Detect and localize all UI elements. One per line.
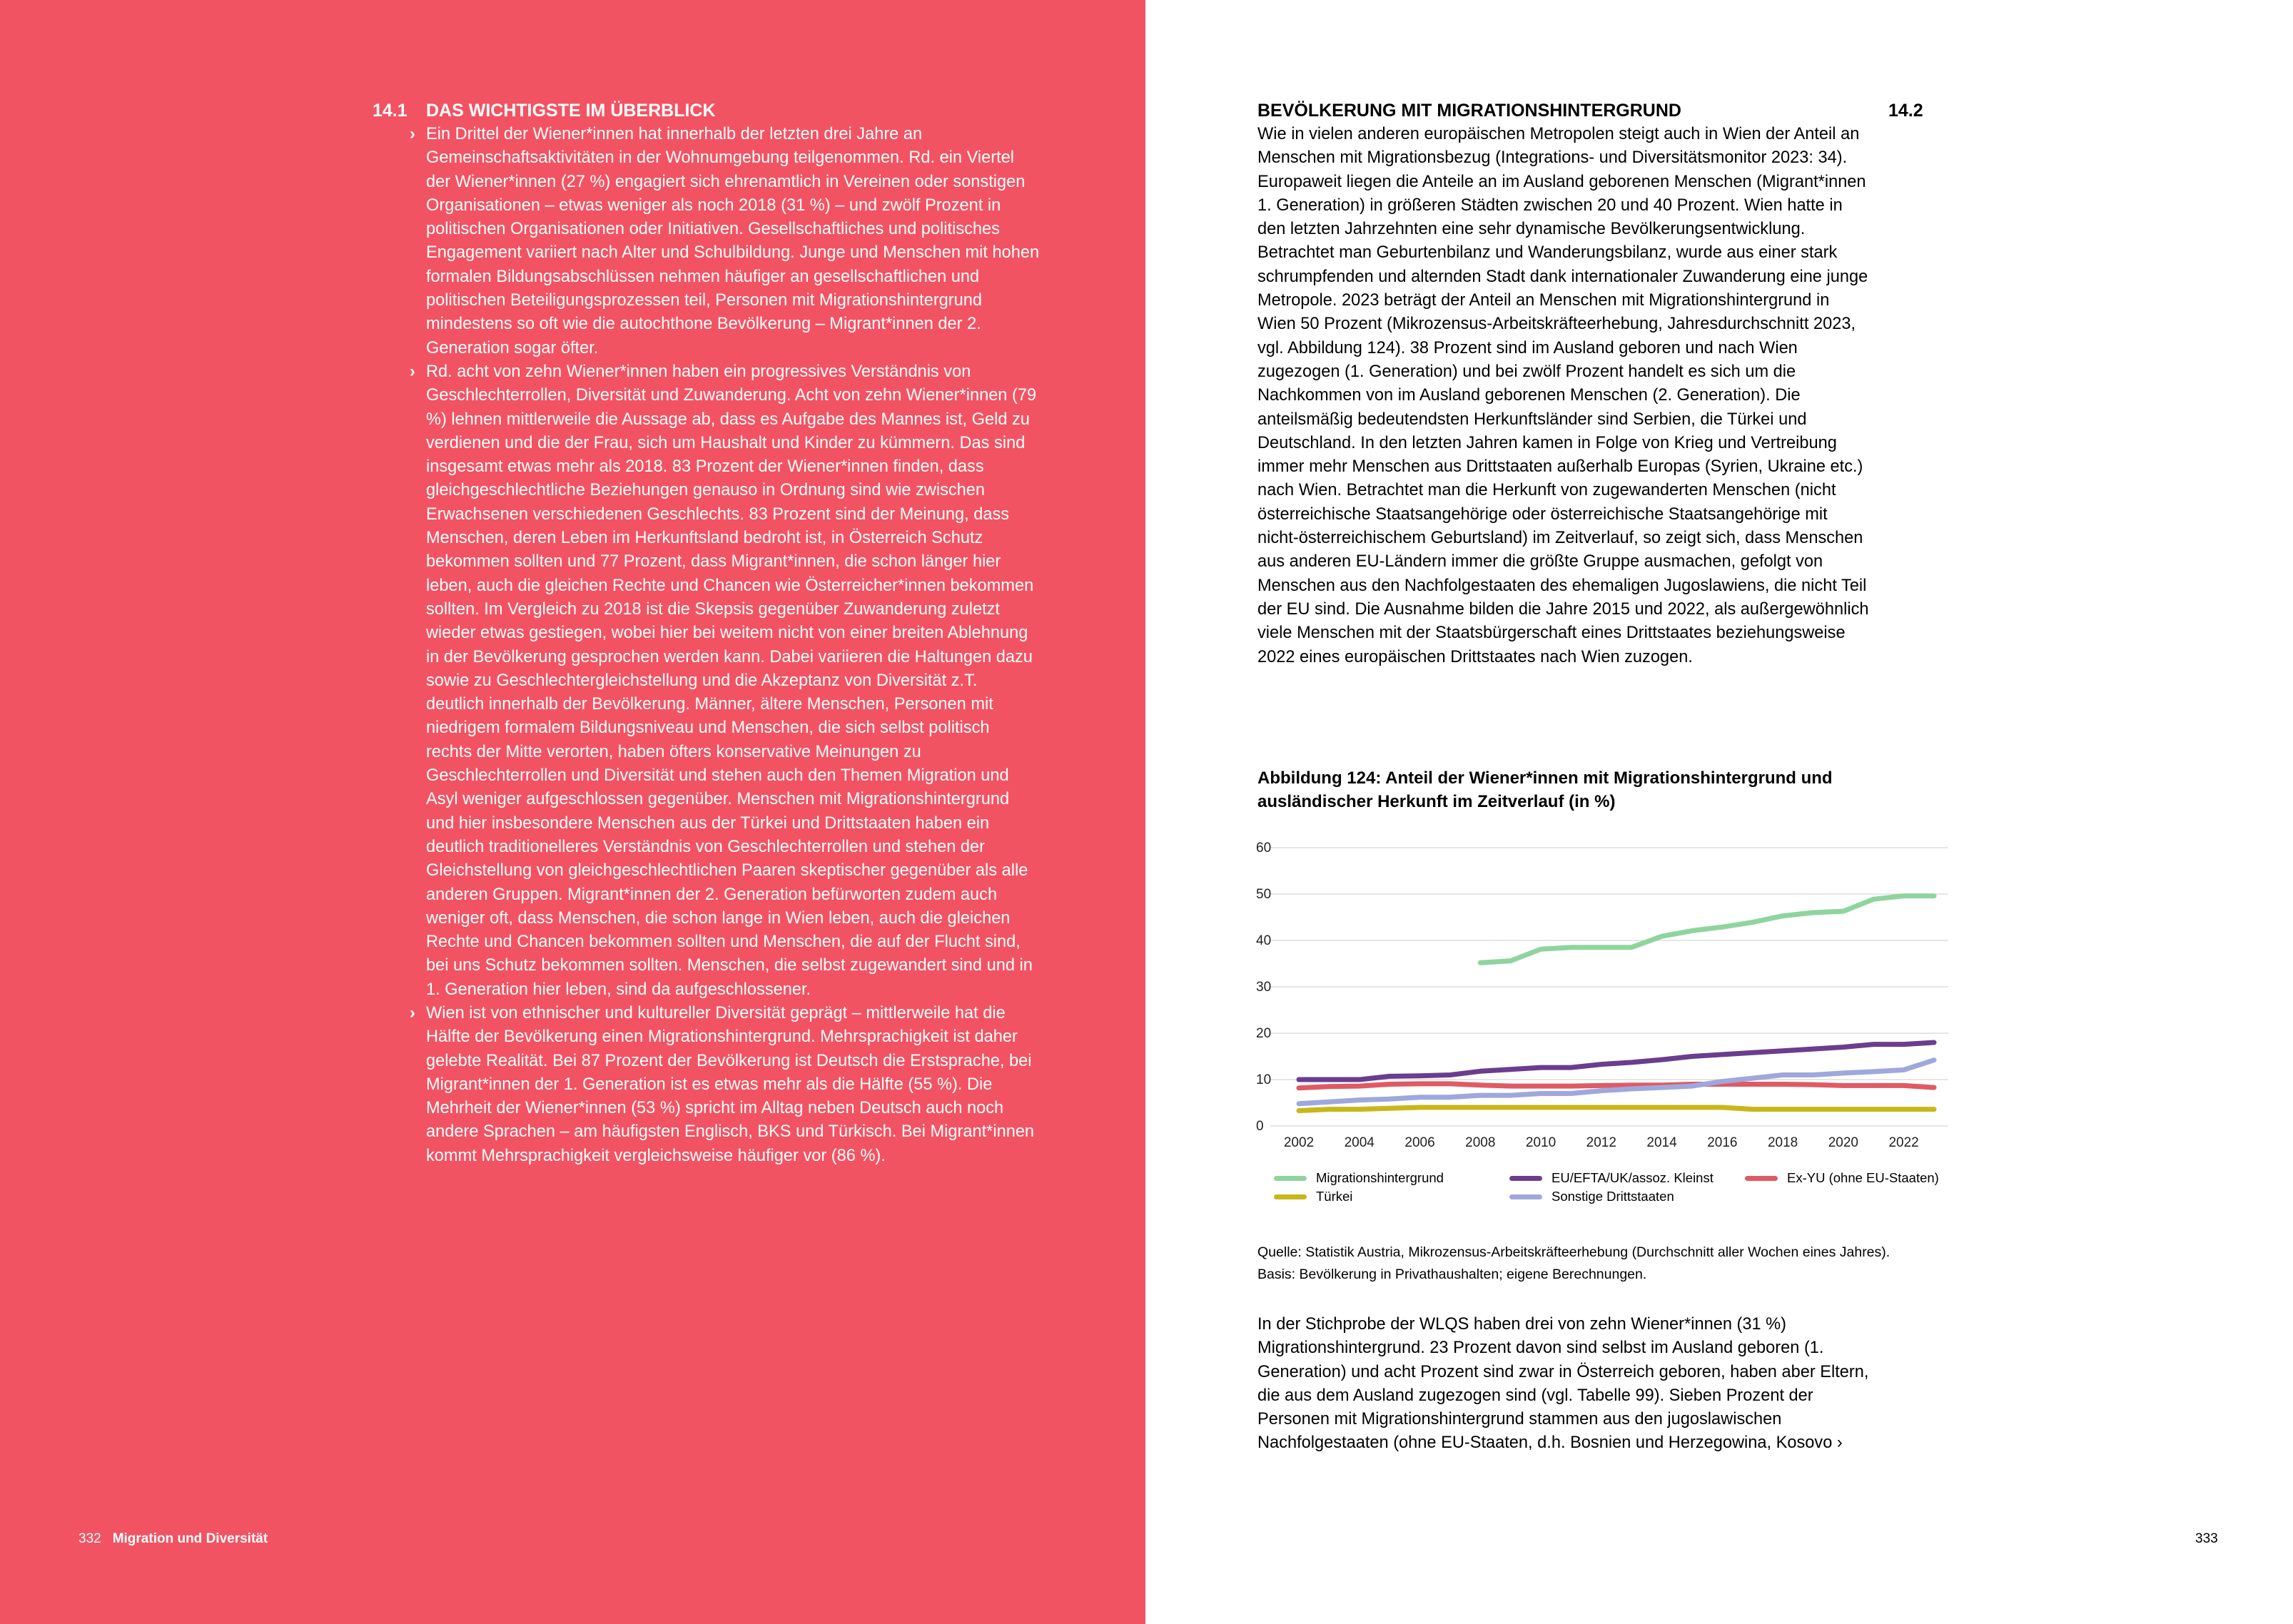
section-title: DAS WICHTIGSTE IM ÜBERBLICK xyxy=(426,101,716,121)
chevron-right-icon: › xyxy=(410,125,415,143)
page-number-left: 332 xyxy=(79,1531,101,1546)
x-tick-label: 2012 xyxy=(1586,1135,1616,1150)
page-number-right: 333 xyxy=(2195,1531,2218,1546)
section-title-right: BEVÖLKERUNG MIT MIGRATIONSHINTERGRUND xyxy=(1257,101,1681,121)
legend-label: Ex-YU (ohne EU-Staaten) xyxy=(1787,1170,1939,1185)
x-tick-label: 2022 xyxy=(1888,1135,1919,1150)
summary-bullet-2 xyxy=(410,360,1040,1002)
legend-label: Türkei xyxy=(1316,1189,1353,1204)
summary-bullet-list xyxy=(410,123,1040,1168)
legend-item-migrationshintergrund xyxy=(1274,1170,1444,1186)
bullet-text: Ein Drittel der Wiener*innen hat innerhalb der letzten drei Jahre an Gemeinschaftsaktivitäten in der Wohnumgebung teilgenommen. Rd. ein Viertel der Wiener*innen (27 %) engagiert sich ehrenamtlich in Vereinen oder sonstigen Organisationen – etwas weniger als noch 2018 (31 %) – und zwölf Prozent in politischen Organisationen oder Initiativen. Gesellschaftliches und politisches Engagement variiert nach Alter und Schulbildung. Junge und Menschen mit hohen formalen Bildungsabschlüssen nehmen häufiger an gesellschaftlichen und politischen Beteiligungsprozessen teil, Personen mit Migrationshintergrund mindestens so oft wie die autochthone Bevölkerung – Migrant*innen der 2. Generation sogar öfter. xyxy=(426,125,1040,357)
legend-item-ex-yu xyxy=(1745,1170,1939,1186)
chevron-right-icon: › xyxy=(410,362,415,381)
series-line-migrationshintergrund xyxy=(1480,896,1934,963)
y-tick-label: 0 xyxy=(1256,1119,1264,1134)
x-tick-label: 2008 xyxy=(1465,1135,1496,1150)
legend-item-sonstige-drittstaaten xyxy=(1509,1189,1674,1204)
body-paragraph-2: In der Stichprobe der WLQS haben drei von zehn Wiener*innen (31 %) Migrationshintergrund. 23 Prozent davon sind selbst im Ausland geboren (1. Generation) und acht Prozent sind zwar in Österreich geboren, haben aber Eltern, die aus dem Ausland zugezogen sind (vgl. Tabelle 99). Sieben Prozent der Personen mit Migrationshintergrund stammen aus den jugoslawischen Nachfolgestaaten (ohne EU-Staaten, d.h. Bosnien und Herzegowina, Kosovo › xyxy=(1257,1315,1869,1453)
chapter-title: Migration und Diversität xyxy=(112,1531,268,1546)
x-tick-label: 2020 xyxy=(1828,1135,1858,1150)
legend-label: Sonstige Drittstaaten xyxy=(1552,1189,1674,1204)
section-number: 14.1 xyxy=(373,101,408,121)
y-tick-label: 50 xyxy=(1256,887,1272,902)
legend-swatch xyxy=(1274,1176,1307,1181)
legend-label: EU/EFTA/UK/assoz. Kleinst xyxy=(1552,1170,1714,1185)
summary-bullet-1 xyxy=(410,123,1040,360)
summary-bullet-3 xyxy=(410,1002,1040,1168)
bullet-text: Wien ist von ethnischer und kultureller Diversität geprägt – mittlerweile hat die Hälfte der Bevölkerung einen Migrationshintergrund. Mehrsprachigkeit ist daher gelebte Realität. Bei 87 Prozent der Bevölkerung ist Deutsch die Erstsprache, bei Migrant*innen der 1. Generation ist es etwas mehr als die Hälfte (55 %). Die Mehrheit der Wiener*innen (53 %) spricht im Alltag neben Deutsch auch noch andere Sprachen – am häufigsten Englisch, BKS und Türkisch. Bei Migrant*innen kommt Mehrsprachigkeit vergleichsweise häufiger vor (86 %). xyxy=(426,1003,1035,1165)
page-footer-left xyxy=(79,1531,268,1547)
legend-item-tuerkei xyxy=(1274,1189,1352,1204)
chevron-right-icon: › xyxy=(410,1003,415,1022)
y-tick-label: 60 xyxy=(1256,841,1272,856)
line-chart xyxy=(1242,835,1963,1150)
figure-caption: Abbildung 124: Anteil der Wiener*innen mit Migrationshintergrund und ausländischer Herkunft im Zeitverlauf (in %) xyxy=(1257,768,1833,811)
series-line-t-rkei xyxy=(1299,1107,1934,1111)
legend-swatch xyxy=(1274,1194,1307,1199)
x-tick-label: 2002 xyxy=(1283,1135,1315,1150)
x-tick-label: 2006 xyxy=(1404,1135,1435,1150)
y-tick-label: 40 xyxy=(1256,933,1272,948)
section-number-right: 14.2 xyxy=(1888,101,1923,121)
legend-swatch xyxy=(1745,1176,1778,1181)
y-tick-label: 20 xyxy=(1256,1026,1272,1041)
bullet-text: Rd. acht von zehn Wiener*innen haben ein progressives Verständnis von Geschlechterrollen, Diversität und Zuwanderung. Acht von zehn Wiener*innen (79 %) lehnen mittlerweile die Aussage ab, dass es Aufgabe des Mannes ist, Geld zu verdienen und die der Frau, sich um Haushalt und Kinder zu kümmern. Das sind insgesamt etwas mehr als 2018. 83 Prozent der Wiener*innen finden, dass gleichgeschlechtliche Beziehungen genauso in Ordnung sind wie zwischen Erwachsenen verschiedenen Geschlechts. 83 Prozent sind der Meinung, dass Menschen, deren Leben im Herkunftsland bedroht ist, in Österreich Schutz bekommen sollten und 77 Prozent, dass Migrant*innen, die schon länger hier leben, auch die gleichen Rechte und Chancen wie Österreicher*innen bekommen sollten. Im Vergleich zu 2018 ist die Skepsis gegenüber Zuwanderung zuletzt wieder etwas gestiegen, wobei hier bei weitem nicht von einer breiten Ablehnung in der Bevölkerung gesprochen werden kann. Dabei variieren die Haltungen dazu sowie zu Geschlechtergleichstellung und die Akzeptanz von Diversität z.T. deutlich innerhalb der Bevölkerung. Männer, ältere Menschen, Personen mit niedrigem formalem Bildungsniveau und Menschen, die sich selbst politisch rechts der Mitte verorten, haben öfters konservative Meinungen zu Geschlechterrollen und Diversität und stehen auch den Themen Migration und Asyl weniger aufgeschlossen gegenüber. Menschen mit Migrationshintergrund und hier insbesondere Menschen aus der Türkei und Drittstaaten haben ein deutlich traditionelleres Verständnis von Geschlechterrollen und stehen der Gleichstellung von gleichgeschlechtlichen Paaren skeptischer gegenüber als alle anderen Gruppen. Migrant*innen der 2. Generation befürworten zudem auch weniger oft, dass Menschen, die schon lange in Wien leben, auch die gleichen Rechte und Chancen bekommen sollten und Menschen, die auf der Flucht sind, bei uns Schutz bekommen sollten. Menschen, die selbst zugewandert sind und in 1. Generation hier leben, sind da aufgeschlossener. xyxy=(426,362,1037,999)
legend-swatch xyxy=(1509,1176,1542,1181)
x-tick-label: 2014 xyxy=(1646,1135,1677,1150)
x-tick-label: 2016 xyxy=(1707,1135,1738,1150)
x-tick-label: 2018 xyxy=(1767,1135,1798,1150)
legend-swatch xyxy=(1509,1194,1542,1199)
y-tick-label: 10 xyxy=(1256,1072,1272,1087)
left-page xyxy=(0,0,1145,1624)
legend-item-eu-efta xyxy=(1509,1170,1714,1186)
source-note: Quelle: Statistik Austria, Mikrozensus-Arbeitskräfteerhebung (Durchschnitt aller Wochen eines Jahres). Basis: Bevölkerung in Privathaushalten; eigene Berechnungen. xyxy=(1257,1244,1890,1282)
x-tick-label: 2010 xyxy=(1525,1135,1556,1150)
chart-legend xyxy=(1274,1170,1973,1213)
chart-series xyxy=(1299,896,1934,1111)
x-tick-label: 2004 xyxy=(1344,1135,1375,1150)
y-axis-ticks xyxy=(1256,841,1271,1134)
legend-label: Migrationshintergrund xyxy=(1316,1170,1444,1185)
body-paragraph-1: Wie in vielen anderen europäischen Metropolen steigt auch in Wien der Anteil an Menschen mit Migrationsbezug (Integrations- und Diversitätsmonitor 2023: 34). Europaweit liegen die Anteile an im Ausland geborenen Menschen (Migrant*innen 1. Generation) in größeren Städten zwischen 20 und 40 Prozent. Wien hatte in den letzten Jahrzehnten eine sehr dynamische Bevölkerungsentwicklung. Betrachtet man Geburtenbilanz und Wanderungsbilanz, wurde aus einer stark schrumpfenden und alternden Stadt dank internationaler Zuwanderung eine junge Metropole. 2023 beträgt der Anteil an Menschen mit Migrationshintergrund in Wien 50 Prozent (Mikrozensus-Arbeitskräfteerhebung, Jahresdurchschnitt 2023, vgl. Abbildung 124). 38 Prozent sind im Ausland geboren und nach Wien zugezogen (1. Generation) und bei zwölf Prozent handelt es sich um die Nachkommen von im Ausland geborenen Menschen (2. Generation). Die anteilsmäßig bedeutendsten Herkunftsländer sind Serbien, die Türkei und Deutschland. In den letzten Jahren kamen in Folge von Krieg und Vertreibung immer mehr Menschen aus Drittstaaten außerhalb Europas (Syrien, Ukraine etc.) nach Wien. Betrachtet man die Herkunft von zugewanderten Menschen (nicht österreichische Staatsangehörige oder österreichische Staatsangehörige mit nicht-österreichischem Geburtsland) im Zeitverlauf, so zeigt sich, dass Menschen aus anderen EU-Ländern immer die größte Gruppe ausmachen, gefolgt von Menschen aus den Nachfolgestaaten des ehemaligen Jugoslawiens, die nicht Teil der EU sind. Die Ausnahme bilden die Jahre 2015 und 2022, als außergewöhnlich viele Menschen mit der Staatsbürgerschaft eines Drittstaates beziehungsweise 2022 eines europäischen Drittstaates nach Wien zuzogen. xyxy=(1257,125,1869,666)
y-tick-label: 30 xyxy=(1256,980,1272,995)
